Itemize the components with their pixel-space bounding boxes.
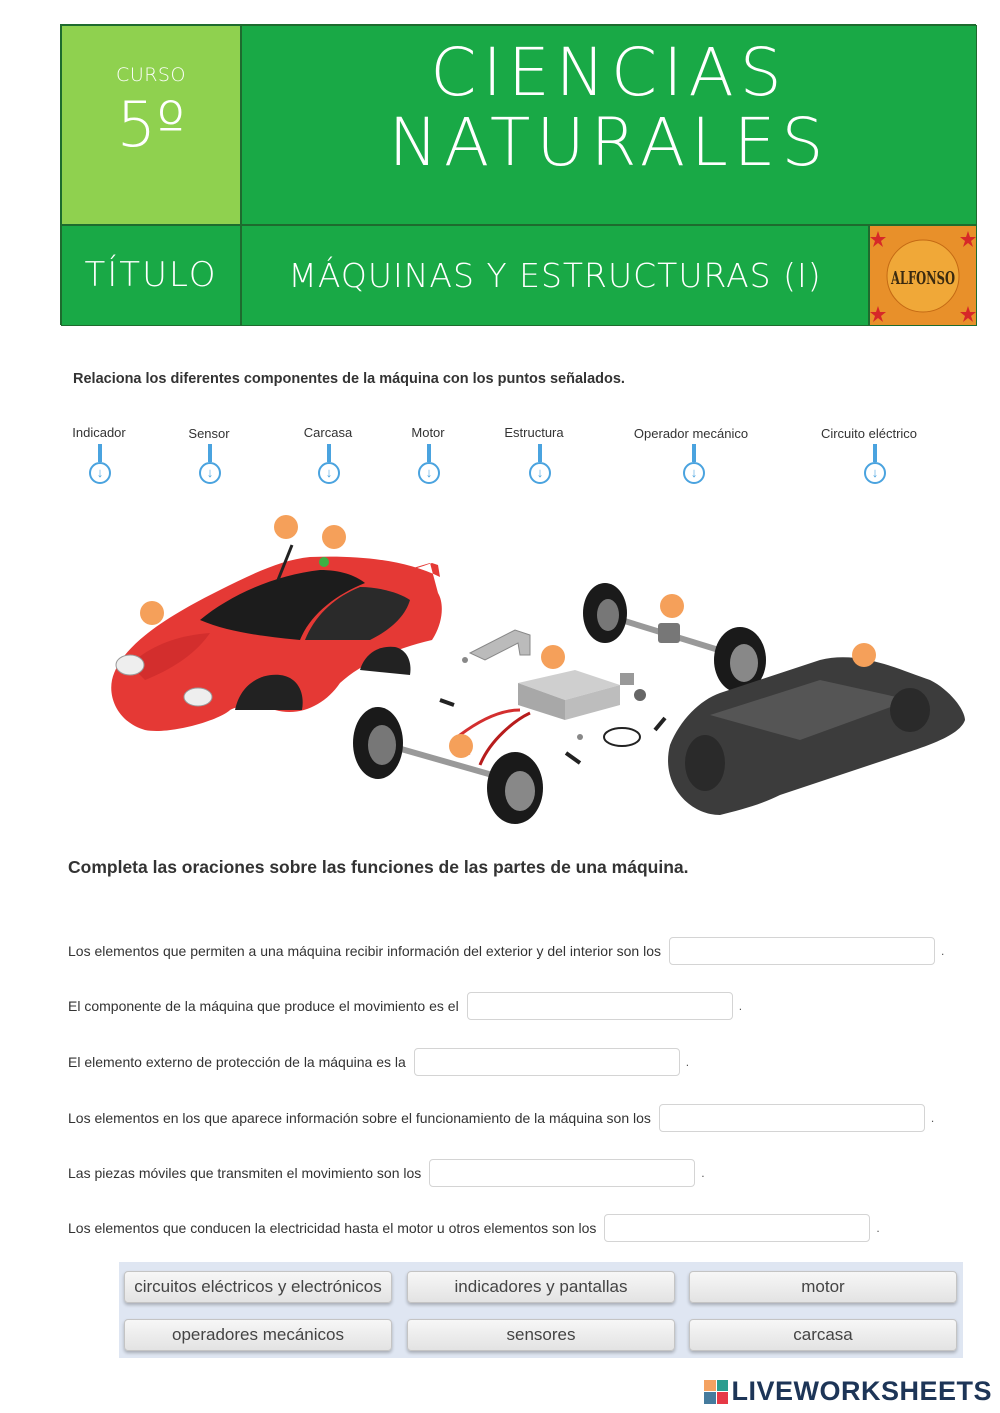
label-connector xyxy=(427,444,431,462)
sentence-text: El elemento externo de protección de la máquina es la xyxy=(68,1054,406,1070)
label-estructura[interactable]: Estructura xyxy=(504,425,564,440)
label-indicador[interactable]: Indicador xyxy=(72,425,126,440)
sentence-text: Los elementos que conducen la electricidad hasta el motor u otros elementos son los xyxy=(68,1220,597,1236)
topic-title: MÁQUINAS Y ESTRUCTURAS (I) xyxy=(288,256,822,295)
motor-image xyxy=(470,630,634,720)
sentence-text: El componente de la máquina que produce el movimiento es el xyxy=(68,998,459,1014)
label-sensor[interactable]: Sensor xyxy=(188,426,230,441)
answer-drop-box[interactable] xyxy=(429,1159,695,1187)
sentence-row xyxy=(68,1048,689,1076)
title-line-2: NATURALES xyxy=(388,104,830,181)
sentence-row xyxy=(68,992,742,1020)
course-cell xyxy=(61,25,241,225)
course-value: 5º xyxy=(116,88,186,161)
title-line-1: CIENCIAS xyxy=(430,34,788,111)
sentence-period: . xyxy=(685,1055,690,1069)
sentence-period: . xyxy=(930,1111,935,1125)
sentence-row xyxy=(68,1214,880,1242)
answer-drop-box[interactable] xyxy=(467,992,733,1020)
sentence-row xyxy=(68,1104,934,1132)
target-dot-motor xyxy=(541,645,565,669)
sentence-period: . xyxy=(701,1166,705,1180)
down-arrow-icon[interactable]: ↓ xyxy=(864,462,886,484)
car-body-image xyxy=(111,545,442,731)
front-axle-image xyxy=(353,707,543,824)
target-dot-axle xyxy=(660,594,684,618)
label-connector xyxy=(692,444,696,462)
target-dot-circuit xyxy=(449,734,473,758)
car-exploded-diagram xyxy=(60,505,980,835)
word-chip[interactable]: motor xyxy=(689,1271,957,1303)
word-chip[interactable]: indicadores y pantallas xyxy=(407,1271,675,1303)
down-arrow-icon[interactable]: ↓ xyxy=(89,462,111,484)
label-connector xyxy=(208,444,212,462)
word-bank xyxy=(119,1262,963,1358)
part2-instruction: Completa las oraciones sobre las funciones de las partes de una máquina. xyxy=(68,857,689,877)
sentence-text: Las piezas móviles que transmiten el movimiento son los xyxy=(68,1165,422,1181)
sentence-row xyxy=(68,1159,705,1187)
label-connector xyxy=(873,444,877,462)
word-chip[interactable]: sensores xyxy=(407,1319,675,1351)
down-arrow-icon[interactable]: ↓ xyxy=(318,462,340,484)
part1-instruction: Relaciona los diferentes componentes de la máquina con los puntos señalados. xyxy=(73,371,625,387)
answer-drop-box[interactable] xyxy=(669,937,935,965)
label-motor[interactable]: Motor xyxy=(411,425,445,440)
down-arrow-icon[interactable]: ↓ xyxy=(418,462,440,484)
target-dot-sensor xyxy=(322,525,346,549)
subject-title-cell xyxy=(241,25,977,225)
sentence-period: . xyxy=(738,999,743,1013)
target-dot-antenna xyxy=(274,515,298,539)
down-arrow-icon[interactable]: ↓ xyxy=(529,462,551,484)
word-chip[interactable]: carcasa xyxy=(689,1319,957,1351)
liveworksheets-logo-icon xyxy=(704,1380,728,1404)
label-operador-mecanico[interactable]: Operador mecánico xyxy=(633,426,749,441)
titulo-label-cell xyxy=(61,225,241,326)
word-chip[interactable]: circuitos eléctricos y electrónicos xyxy=(124,1271,392,1303)
down-arrow-icon[interactable]: ↓ xyxy=(683,462,705,484)
sentence-text: Los elementos que permiten a una máquina recibir información del exterior y del interior son los xyxy=(68,943,661,959)
target-dot-body xyxy=(140,601,164,625)
answer-drop-box[interactable] xyxy=(604,1214,870,1242)
sentence-period: . xyxy=(940,944,945,958)
liveworksheets-brand[interactable] xyxy=(704,1376,992,1407)
label-connector xyxy=(538,444,542,462)
label-connector xyxy=(98,444,102,462)
topic-cell xyxy=(241,225,869,326)
svg-text:ALFONSO: ALFONSO xyxy=(890,268,955,289)
target-dot-chassis xyxy=(852,643,876,667)
label-carcasa[interactable]: Carcasa xyxy=(303,425,353,440)
school-logo xyxy=(869,225,977,326)
word-chip[interactable]: operadores mecánicos xyxy=(124,1319,392,1351)
answer-drop-box[interactable] xyxy=(414,1048,680,1076)
label-circuito-electrico[interactable]: Circuito eléctrico xyxy=(820,426,918,441)
brand-text: LIVEWORKSHEETS xyxy=(731,1376,992,1406)
titulo-label: TÍTULO xyxy=(84,255,218,295)
label-connector xyxy=(327,444,331,462)
sentence-period: . xyxy=(876,1221,880,1235)
worksheet-header xyxy=(60,24,976,325)
chassis-image xyxy=(668,657,965,815)
course-label: CURSO xyxy=(116,64,186,86)
sentence-row xyxy=(68,937,944,965)
sentence-text: Los elementos en los que aparece información sobre el funcionamiento de la máquina son los xyxy=(68,1110,651,1126)
answer-drop-box[interactable] xyxy=(659,1104,925,1132)
down-arrow-icon[interactable]: ↓ xyxy=(199,462,221,484)
